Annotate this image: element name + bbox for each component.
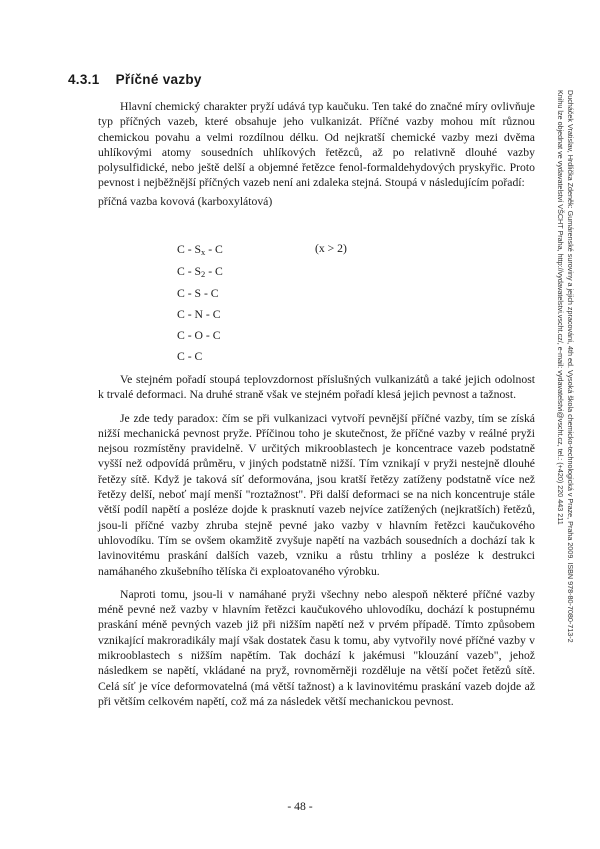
paragraph-intro: Hlavní chemický charakter pryží udává typ kaučuku. Ten také do značné míry ovlivňuje typ příčných vazeb, které obsahuje jeho vulkanizát. Příčné vazby mohou mít různou chemickou povahu a velmi rozdílnou délku. Od nejkratší chemické vazby mezi dvěma uhlíkovými atomy sousedních uhlíkových řetězců, až po relativně dlouhé vazby polysulfidické, nebo ještě delší a objemné řetězce fenol-formaldehydových pryskyřic. Proto pevnost i nejběžnější příčných vazeb není ani zdaleka stejná. Stoupá v následujícím pořadí: [98, 100, 535, 190]
paragraph-heat-resistance: Ve stejném pořadí stoupá teplovzdornost příslušných vulkanizátů a také jejich odolnost k trvalé deformaci. Na druhé straně však ve stejném pořadí klesá jejich pevnost a tažnost. [98, 373, 535, 402]
formula-monosulfidic: C - S - C [177, 287, 219, 300]
section-number: 4.3.1 [68, 72, 100, 87]
paragraph-sliding-bonds: Naproti tomu, jsou-li v namáhané pryži všechny nebo alespoň některé příčné vazby méně pevné než vazby v hlavním řetězci kaučukového uhlovodíku, dochází k postupnému praskání méně pevných vazeb již při nižším napětí než v prvém případě. Tímto způsobem vznikající makroradikály mají však dostatek času k tomu, aby vytvořily nové příčné vazby v mikrooblastech s nižším napětím. Tak dochází k jakémusi "klouzání vazeb", jehož následkem se napětí, vkládané na pryž, rovnoměrněji rozděluje na větší počet řetězů sítě. Celá síť je více deformovatelná (má větší tažnost) a k lavinovitému praskání vazeb dojde až při větším celkovém napětí, což má za následek větší mechanickou pevnost. [98, 587, 535, 708]
section-title: Příčné vazby [115, 72, 202, 87]
formula-nitrogen: C - N - C [177, 308, 221, 321]
citation-line-1: Ducháček Vratislav, Hrdlička Zdeněk: Gumárenské suroviny a jejich zpracování, 4th ed. Vysoká škola chemicko-technologická v Praze, Praha 2009. ISBN 978-80-7080-713-2 [566, 90, 575, 643]
body-block-intro [98, 99, 535, 209]
paragraph-ordering-start: příčná vazba kovová (karboxylátová) [98, 194, 273, 208]
formula-carbon: C - C [177, 350, 203, 363]
formula-polysulfidic: C - $S_x$ - C [177, 243, 223, 257]
citation-line-2: Knihu lze objednat ve vydavatelství VŠCHT Praha, http://vydavatelstvi.vscht.cz/, e-mail: vydavatelstvi@vscht.cz, tel.: (+420) 220 443 211 [556, 90, 565, 525]
formula-oxygen: C - O - C [177, 329, 221, 342]
paragraph-paradox: Je zde tedy paradox: čím se při vulkanizaci vytvoří pevnější příčné vazby, tím se získá nižší mechanická pevnost pryže. Příčinou toho je skutečnost, že příčné vazby v reálné pryži nejsou rozmístěny pravidelně. V určitých mikrooblastech je koncentrace vazeb podstatně vyšší než odpovídá průměru, v jiných podstatně nižší. Tím vznikají v pryži nestejně dlouhé řetězy sítě. Když je taková síť deformována, jsou kratší řetězy zatíženy podstatně více než řetězy delší, neboť mají menší "roztažnost". Při další deformaci se na nich koncentruje stále větší podíl napětí a posléze dojde k prasknutí vazeb nejvíce zatížených (nejkratších) řetězů, jsou-li příčné vazby zhruba stejně pevné jako vazby v hlavním řetězci kaučukového uhlovodíku. Tím se ovšem okamžitě zvyšuje napětí na vazbách sousedních a dochází tak k lavinovitému praskání dalších vazeb, vzniku a růstu trhliny a posléze k destrukci namáhaného zkušebního tělíska či exploatovaného výrobku. [98, 411, 535, 578]
section-heading [68, 72, 202, 87]
body-block-main [98, 372, 535, 709]
side-citation [555, 90, 575, 643]
page-number: - 48 - [287, 800, 313, 813]
formula-disulfidic: C - $S_2$ - C [177, 265, 223, 279]
formula-condition: (x > 2) [315, 242, 347, 255]
